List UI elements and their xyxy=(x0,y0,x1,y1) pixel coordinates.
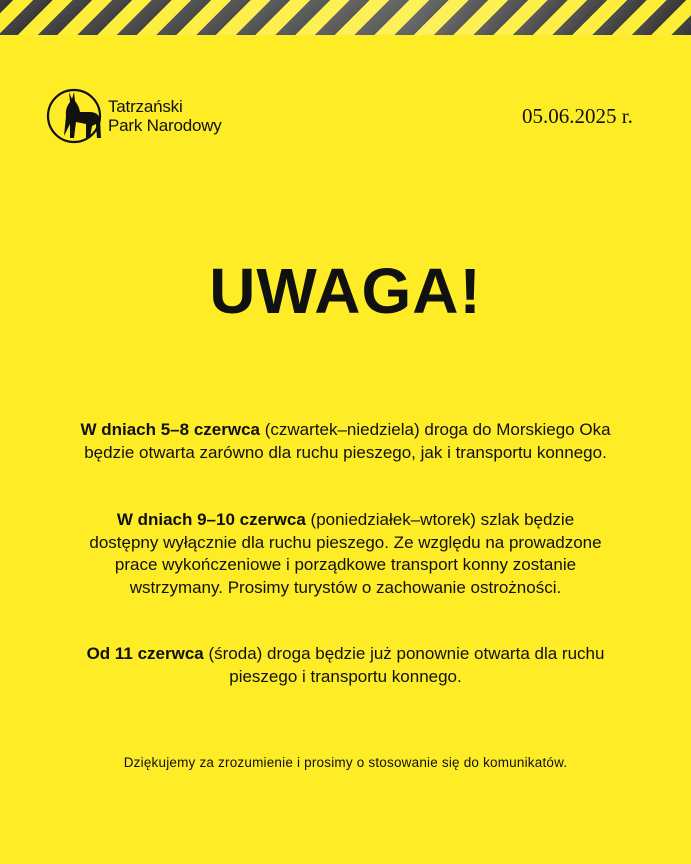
paragraph-3 xyxy=(80,643,611,688)
logo-line-1: Tatrzański xyxy=(108,97,183,116)
logo-text xyxy=(108,97,222,135)
paragraph-1-text: (czwartek–niedziela) droga do Morskiego Oka będzie otwarta zarówno dla ruchu pieszego, jak i transportu konnego. xyxy=(84,420,611,462)
paragraph-1 xyxy=(80,419,611,464)
paragraph-1-bold: W dniach 5–8 czerwca xyxy=(80,420,260,439)
footer-thanks: Dziękujemy za zrozumienie i prosimy o stosowanie się do komunikatów. xyxy=(123,755,568,770)
hazard-stripe-banner xyxy=(0,0,691,35)
paragraph-3-bold: Od 11 czerwca xyxy=(86,644,204,663)
logo-line-2: Park Narodowy xyxy=(108,116,222,135)
park-logo xyxy=(46,86,222,146)
paragraph-2-text: (poniedziałek–wtorek) szlak będzie dostępny wyłącznie dla ruchu pieszego. Ze względu na prowadzone prace wykończeniowe i porządkowe transport konny zostanie wstrzymany. Prosimy turystów o zachowanie ostrożności. xyxy=(89,510,602,597)
paragraph-2-bold: W dniach 9–10 czerwca xyxy=(116,510,306,529)
paragraph-3-text: (środa) droga będzie już ponownie otwarta dla ruchu pieszego i transportu konnego. xyxy=(203,644,605,686)
notice-title: UWAGA! xyxy=(209,255,482,327)
notice-date: 05.06.2025 r. xyxy=(522,104,633,128)
paragraph-2 xyxy=(80,509,611,599)
chamois-logo-icon xyxy=(46,86,108,146)
